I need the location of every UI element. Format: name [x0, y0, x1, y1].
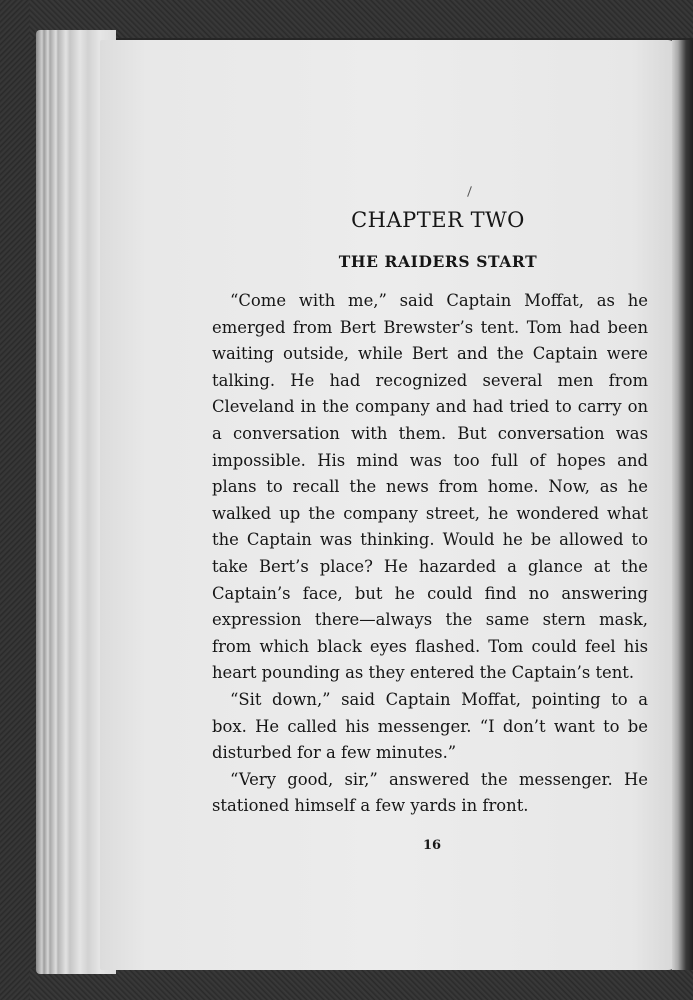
book-cover-bottom: [30, 968, 693, 1000]
page-text-block: [212, 202, 648, 820]
body-paragraph: “Very good, sir,” answered the messenger. He stationed himself a few yards in front.: [212, 769, 648, 816]
chapter-subtitle: THE RAIDERS START: [338, 252, 538, 271]
body-paragraph: “Sit down,” said Captain Moffat, pointing to a box. He called his messenger. “I don’t want to be disturbed for a few minutes.”: [212, 689, 648, 763]
page-right-edge: [672, 40, 693, 970]
page-number: 16: [422, 838, 442, 853]
chapter-title: CHAPTER TWO: [351, 208, 525, 232]
body-paragraph: “Come with me,” said Captain Moffat, as he emerged from Bert Brewster’s tent. Tom had been waiting outside, while Bert and the Captain were talking. He had recognized several men from Cleveland in the company and had tried to carry on a conversation with them. But conversation was impossible. His mind was too full of hopes and plans to recall the news from home. Now, as he walked up the company street, he wondered what the Captain was thinking. Would he be allowed to take Bert’s place? He hazarded a glance at the Captain’s face, but he could find no answering expression there—always the same stern mask, from which black eyes flashed. Tom could feel his heart pounding as they entered the Captain’s tent.: [212, 291, 648, 683]
book-cover-top: [30, 0, 693, 38]
